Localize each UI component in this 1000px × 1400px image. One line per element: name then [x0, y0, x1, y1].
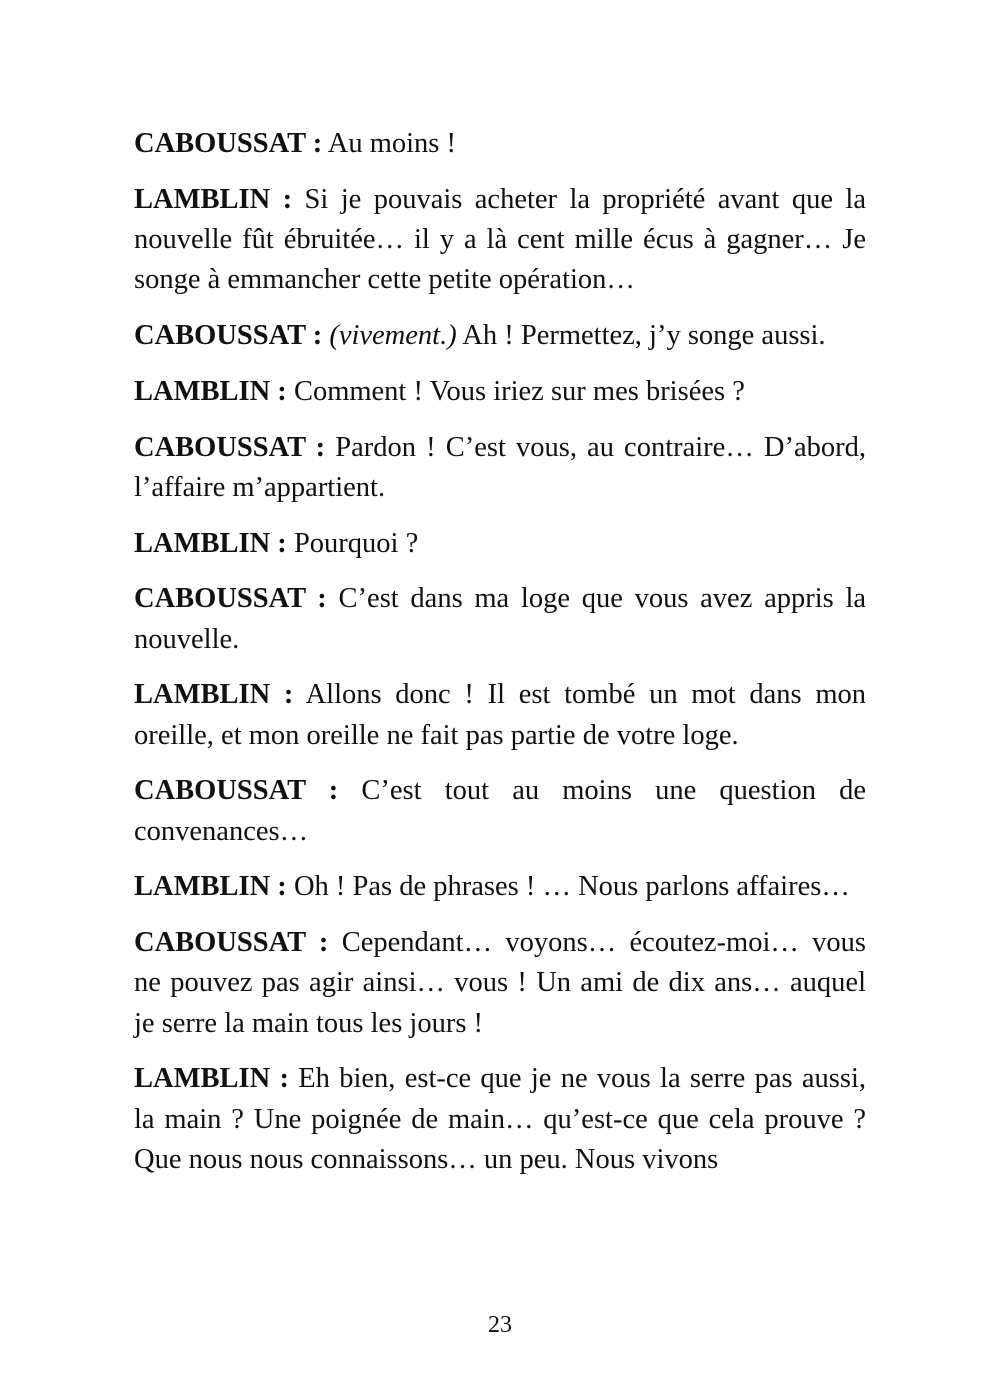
- dialogue-line: [134, 180, 866, 301]
- dialogue-text: C’est dans ma loge que vous avez appris la nouvelle.: [134, 583, 867, 655]
- speaker-name: CABOUSSAT :: [134, 927, 329, 959]
- dialogue-text: Si je pouvais acheter la propriété avant que la nouvelle fût ébruitée… il y a là cent mille écus à gagner… Je songe à emmancher cette petite opération…: [134, 183, 866, 296]
- dialogue-text: Au moins !: [327, 128, 457, 159]
- dialogue-text: Oh ! Pas de phrases ! … Nous parlons affaires…: [293, 871, 850, 903]
- dialogue-line: [134, 675, 866, 755]
- speaker-name: LAMBLIN :: [134, 183, 293, 215]
- dialogue-line: [134, 124, 866, 164]
- speaker-name: CABOUSSAT :: [134, 128, 323, 159]
- dialogue-text: Allons donc ! Il est tombé un mot dans mon oreille, et mon oreille ne fait pas partie de votre loge.: [134, 679, 866, 751]
- stage-direction: (vivement.): [329, 320, 457, 351]
- dialogue-line: [134, 524, 866, 564]
- dialogue-line: [134, 923, 866, 1044]
- dialogue-text: Pardon ! C’est vous, au contraire… D’abord, l’affaire m’appartient.: [134, 431, 867, 503]
- dialogue-page: [134, 124, 866, 1196]
- speaker-name: LAMBLIN :: [134, 1063, 289, 1095]
- speaker-name: LAMBLIN :: [134, 375, 287, 407]
- speaker-name: LAMBLIN :: [134, 871, 287, 903]
- dialogue-line: [134, 579, 866, 659]
- dialogue-text: Pourquoi ?: [293, 527, 419, 559]
- speaker-name: LAMBLIN :: [134, 679, 294, 711]
- speaker-name: CABOUSSAT :: [134, 583, 327, 615]
- dialogue-line: [134, 867, 866, 907]
- dialogue-line: [134, 428, 866, 508]
- dialogue-text: C’est tout au moins une question de convenances…: [134, 775, 867, 847]
- speaker-name: LAMBLIN :: [134, 527, 287, 559]
- dialogue-line: [134, 372, 866, 412]
- dialogue-line: [134, 316, 866, 356]
- dialogue-text: Cependant… voyons… écoutez-moi… vous ne pouvez pas agir ainsi… vous ! Un ami de dix ans… auquel je serre la main tous les jours !: [134, 927, 867, 1039]
- dialogue-text: Comment ! Vous iriez sur mes brisées ?: [293, 375, 745, 407]
- speaker-name: CABOUSSAT :: [134, 431, 326, 463]
- dialogue-text: Ah ! Permettez, j’y songe aussi.: [462, 320, 826, 351]
- speaker-name: CABOUSSAT :: [134, 320, 323, 351]
- dialogue-text: Eh bien, est-ce que je ne vous la serre pas aussi, la main ? Une poignée de main… qu’est-ce que cela prouve ? Que nous nous connaissons… un peu. Nous vivons: [134, 1063, 866, 1175]
- dialogue-line: [134, 771, 866, 851]
- speaker-name: CABOUSSAT :: [134, 775, 339, 807]
- dialogue-line: [134, 1059, 866, 1180]
- page-number: 23: [488, 1312, 512, 1338]
